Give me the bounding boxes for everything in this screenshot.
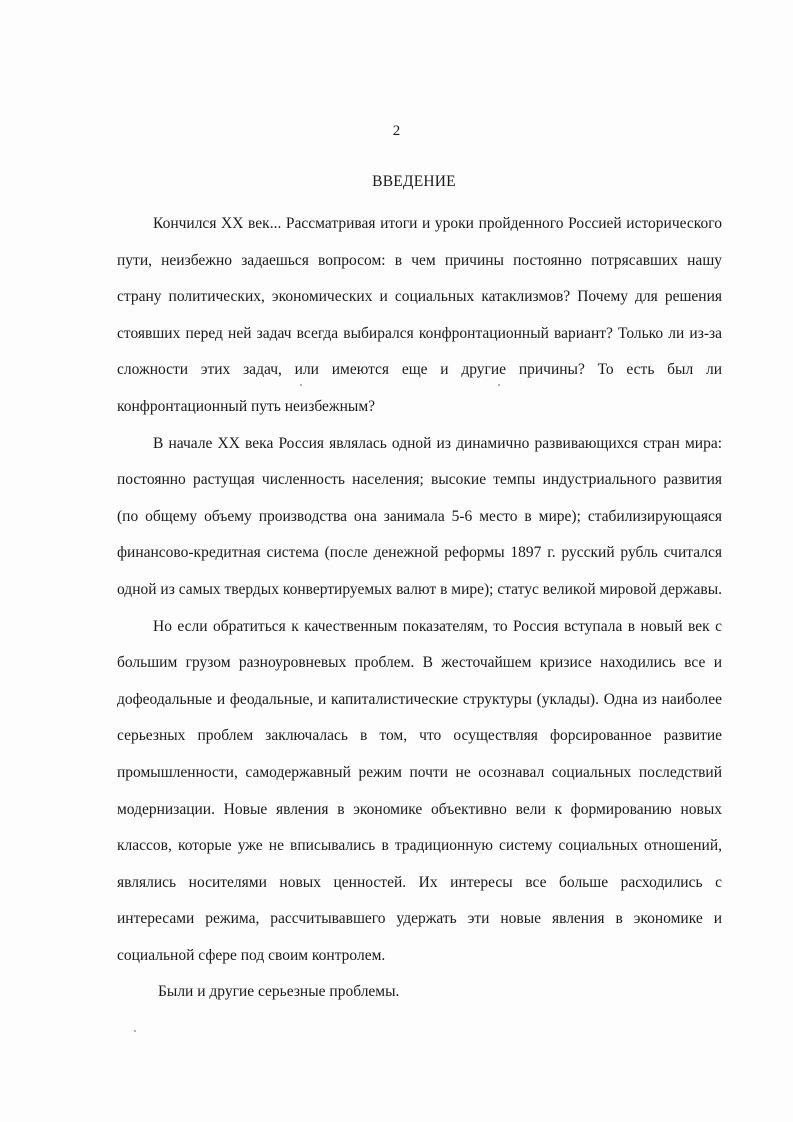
scan-speck <box>134 1030 136 1032</box>
scan-speck <box>300 384 302 386</box>
paragraph-3: Но если обратиться к качественным показателям, то Россия вступала в новый век с большим грузом разноуровневых проблем. В жесточайшем кризисе находились все и дофеодальные и феодальные, и капиталистические структуры (уклады). Одна из наиболее серьезных проблем заключалась в том, что осуществляя форсированное развитие промышленности, самодержавный режим почти не осознавал социальных последствий модернизации. Новые явления в экономике объективно вели к формированию новых классов, которые уже не вписывались в традиционную систему социальных отношений, являлись носителями новых ценностей. Их интересы все больше расходились с интересами режима, рассчитывавшего удержать эти новые явления в экономике и социальной сфере под своим контролем. <box>117 617 722 964</box>
paragraph-1: Кончился XX век... Рассматривая итоги и уроки пройденного Россией исторического пути, неизбежно задаешься вопросом: в чем причины постоянно потрясавших нашу страну политических, экономических и социальных катаклизмов? Почему для решения стоявших перед ней задач всегда выбирался конфронтационный вариант? Только ли из-за сложности этих задач, или имеются еще и другие причины? То есть был ли конфронтационный путь неизбежным? <box>117 215 722 415</box>
body-text <box>117 206 722 1011</box>
paragraph-4: Были и другие серьезные проблемы. <box>158 983 400 1001</box>
section-heading: ВВЕДЕНИЕ <box>372 173 456 190</box>
paragraph-2: В начале XX века Россия являлась одной из динамично развивающихся стран мира: постоянно растущая численность населения; высокие темпы индустриального развития (по общему объему производства она занимала 5-6 место в мире); стабилизирующаяся финансово-кредитная система (после денежной реформы 1897 г. русский рубль считался одной из самых твердых конвертируемых валют в мире); статус великой мировой державы. <box>117 434 722 598</box>
scan-speck <box>498 384 500 386</box>
page-number: 2 <box>392 123 401 139</box>
